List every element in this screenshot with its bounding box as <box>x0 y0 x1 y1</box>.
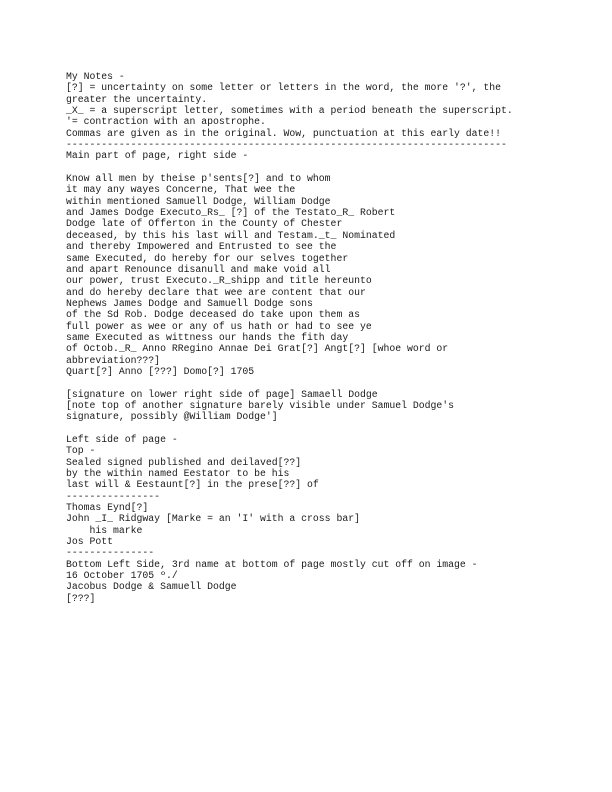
text-line: Jacobus Dodge & Samuell Dodge <box>66 581 237 593</box>
text-line: his marke <box>66 524 143 536</box>
text-line: 16 October 1705 º./ <box>66 570 178 582</box>
text-line: of Octob._R_ Anno RRegino Annae Dei Grat[?] Angt[?] [whoe word or <box>66 343 449 355</box>
text-line: Commas are given as in the original. Wow, punctuation at this early date!! <box>66 127 502 139</box>
text-line: [signature on lower right side of page] Samaell Dodge <box>66 388 378 400</box>
text-line: Top - <box>66 445 96 457</box>
text-line: last will & Eestaunt[?] in the prese[??] of <box>66 479 319 491</box>
text-line: John _I_ Ridgway [Marke = an 'I' with a cross bar] <box>66 513 360 525</box>
text-line: Quart[?] Anno [???] Domo[?] 1705 <box>66 365 255 377</box>
text-line: --------------------------------------------------------------------------- <box>66 139 507 151</box>
text-line: abbreviation???] <box>66 354 161 366</box>
text-line: Sealed signed published and deilaved[??] <box>66 456 302 468</box>
text-line: greater the uncertainty. <box>66 93 208 105</box>
text-line <box>66 423 606 434</box>
text-line: same Executed, do hereby for our selves together <box>66 252 349 264</box>
text-line: --------------- <box>66 547 155 559</box>
text-line: Main part of page, right side - <box>66 150 249 162</box>
text-line: Know all men by theise p'sents[?] and to whom <box>66 173 331 185</box>
text-line: [???] <box>66 592 96 604</box>
transcription-text <box>66 71 606 604</box>
text-line <box>66 162 606 173</box>
text-line: [note top of another signature barely visible under Samuel Dodge's <box>66 399 455 411</box>
text-line: Nephews James Dodge and Samuell Dodge sons <box>66 297 313 309</box>
text-line: Left side of page - <box>66 434 178 445</box>
text-line: [?] = uncertainty on some letter or letters in the word, the more '?', the <box>66 82 502 94</box>
text-line: My Notes - <box>66 71 125 82</box>
text-line: and James Dodge Executo_Rs_ [?] of the Testato_R_ Robert <box>66 207 396 219</box>
text-line: of the Sd Rob. Dodge deceased do take upon them as <box>66 309 360 321</box>
text-line: Dodge late of Offerton in the County of Chester <box>66 218 343 230</box>
text-line: and apart Renounce disanull and make void all <box>66 263 331 275</box>
text-line: Thomas Eynd[?] <box>66 502 149 514</box>
text-line: full power as wee or any of us hath or had to see ye <box>66 320 372 332</box>
text-line: Bottom Left Side, 3rd name at bottom of page mostly cut off on image - <box>66 558 478 570</box>
text-line: our power, trust Executo._R_shipp and title hereunto <box>66 275 372 287</box>
text-line: same Executed as wittness our hands the fith day <box>66 331 349 343</box>
text-line: Jos Pott <box>66 536 114 548</box>
text-line: deceased, by this his last will and Testam._t_ Nominated <box>66 229 396 241</box>
text-line <box>66 377 606 388</box>
text-line: and thereby Impowered and Entrusted to see the <box>66 241 337 253</box>
text-line: ---------------- <box>66 490 161 502</box>
text-line: _X_ = a superscript letter, sometimes with a period beneath the superscript. <box>66 105 513 117</box>
text-line: within mentioned Samuell Dodge, William Dodge <box>66 195 331 207</box>
text-line: signature, possibly @William Dodge'] <box>66 411 278 423</box>
text-line: it may any wayes Concerne, That wee the <box>66 184 296 196</box>
text-line: '= contraction with an apostrophe. <box>66 116 266 128</box>
text-line: and do hereby declare that wee are content that our <box>66 286 366 298</box>
text-line: by the within named Eestator to be his <box>66 468 290 480</box>
